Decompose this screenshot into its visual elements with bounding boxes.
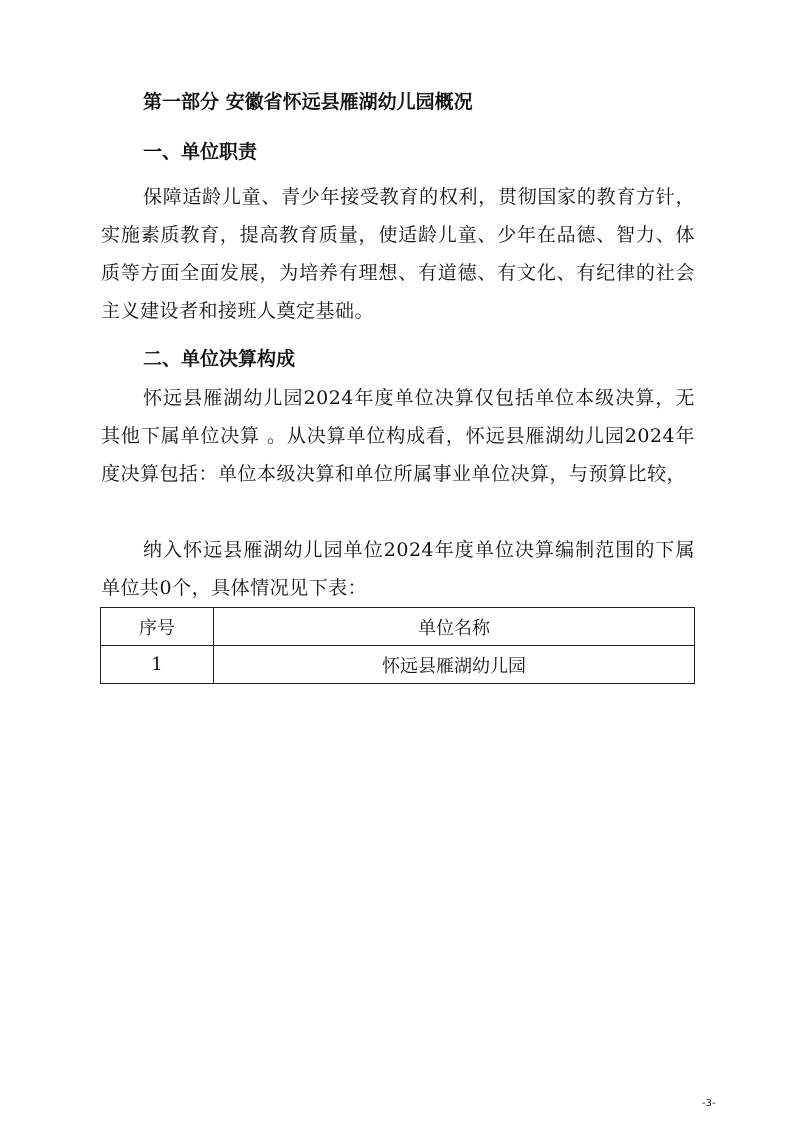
units-table	[100, 607, 695, 684]
subordinate-units-paragraph: 纳入怀远县雁湖幼儿园单位2024年度单位决算编制范围的下属单位共0个，具体情况见下表：	[101, 539, 695, 599]
header-unit-name: 单位名称	[214, 608, 695, 646]
cell-unit-name: 怀远县雁湖幼儿园	[214, 646, 695, 684]
table-row	[101, 646, 695, 684]
cell-serial-number: 1	[101, 646, 214, 684]
page-number: -3-	[702, 1098, 716, 1109]
duties-paragraph: 保障适龄儿童、青少年接受教育的权利，贯彻国家的教育方针，实施素质教育，提高教育质量，使适龄儿童、少年在品德、智力、体质等方面全面发展，为培养有理想、有道德、有文化、有纪律的社会主义建设者和接班人奠定基础。	[101, 186, 695, 322]
header-serial-number: 序号	[101, 608, 214, 646]
part-title: 第一部分 安徽省怀远县雁湖幼儿园概况	[143, 91, 473, 113]
table-header-row	[101, 608, 695, 646]
section-heading-duties: 一、单位职责	[143, 141, 258, 163]
section-heading-composition: 二、单位决算构成	[143, 348, 296, 370]
composition-paragraph: 怀远县雁湖幼儿园2024年度单位决算仅包括单位本级决算，无其他下属单位决算 。从决算单位构成看，怀远县雁湖幼儿园2024年度决算包括：单位本级决算和单位所属事业单位决算，与预算比较，	[101, 387, 695, 485]
